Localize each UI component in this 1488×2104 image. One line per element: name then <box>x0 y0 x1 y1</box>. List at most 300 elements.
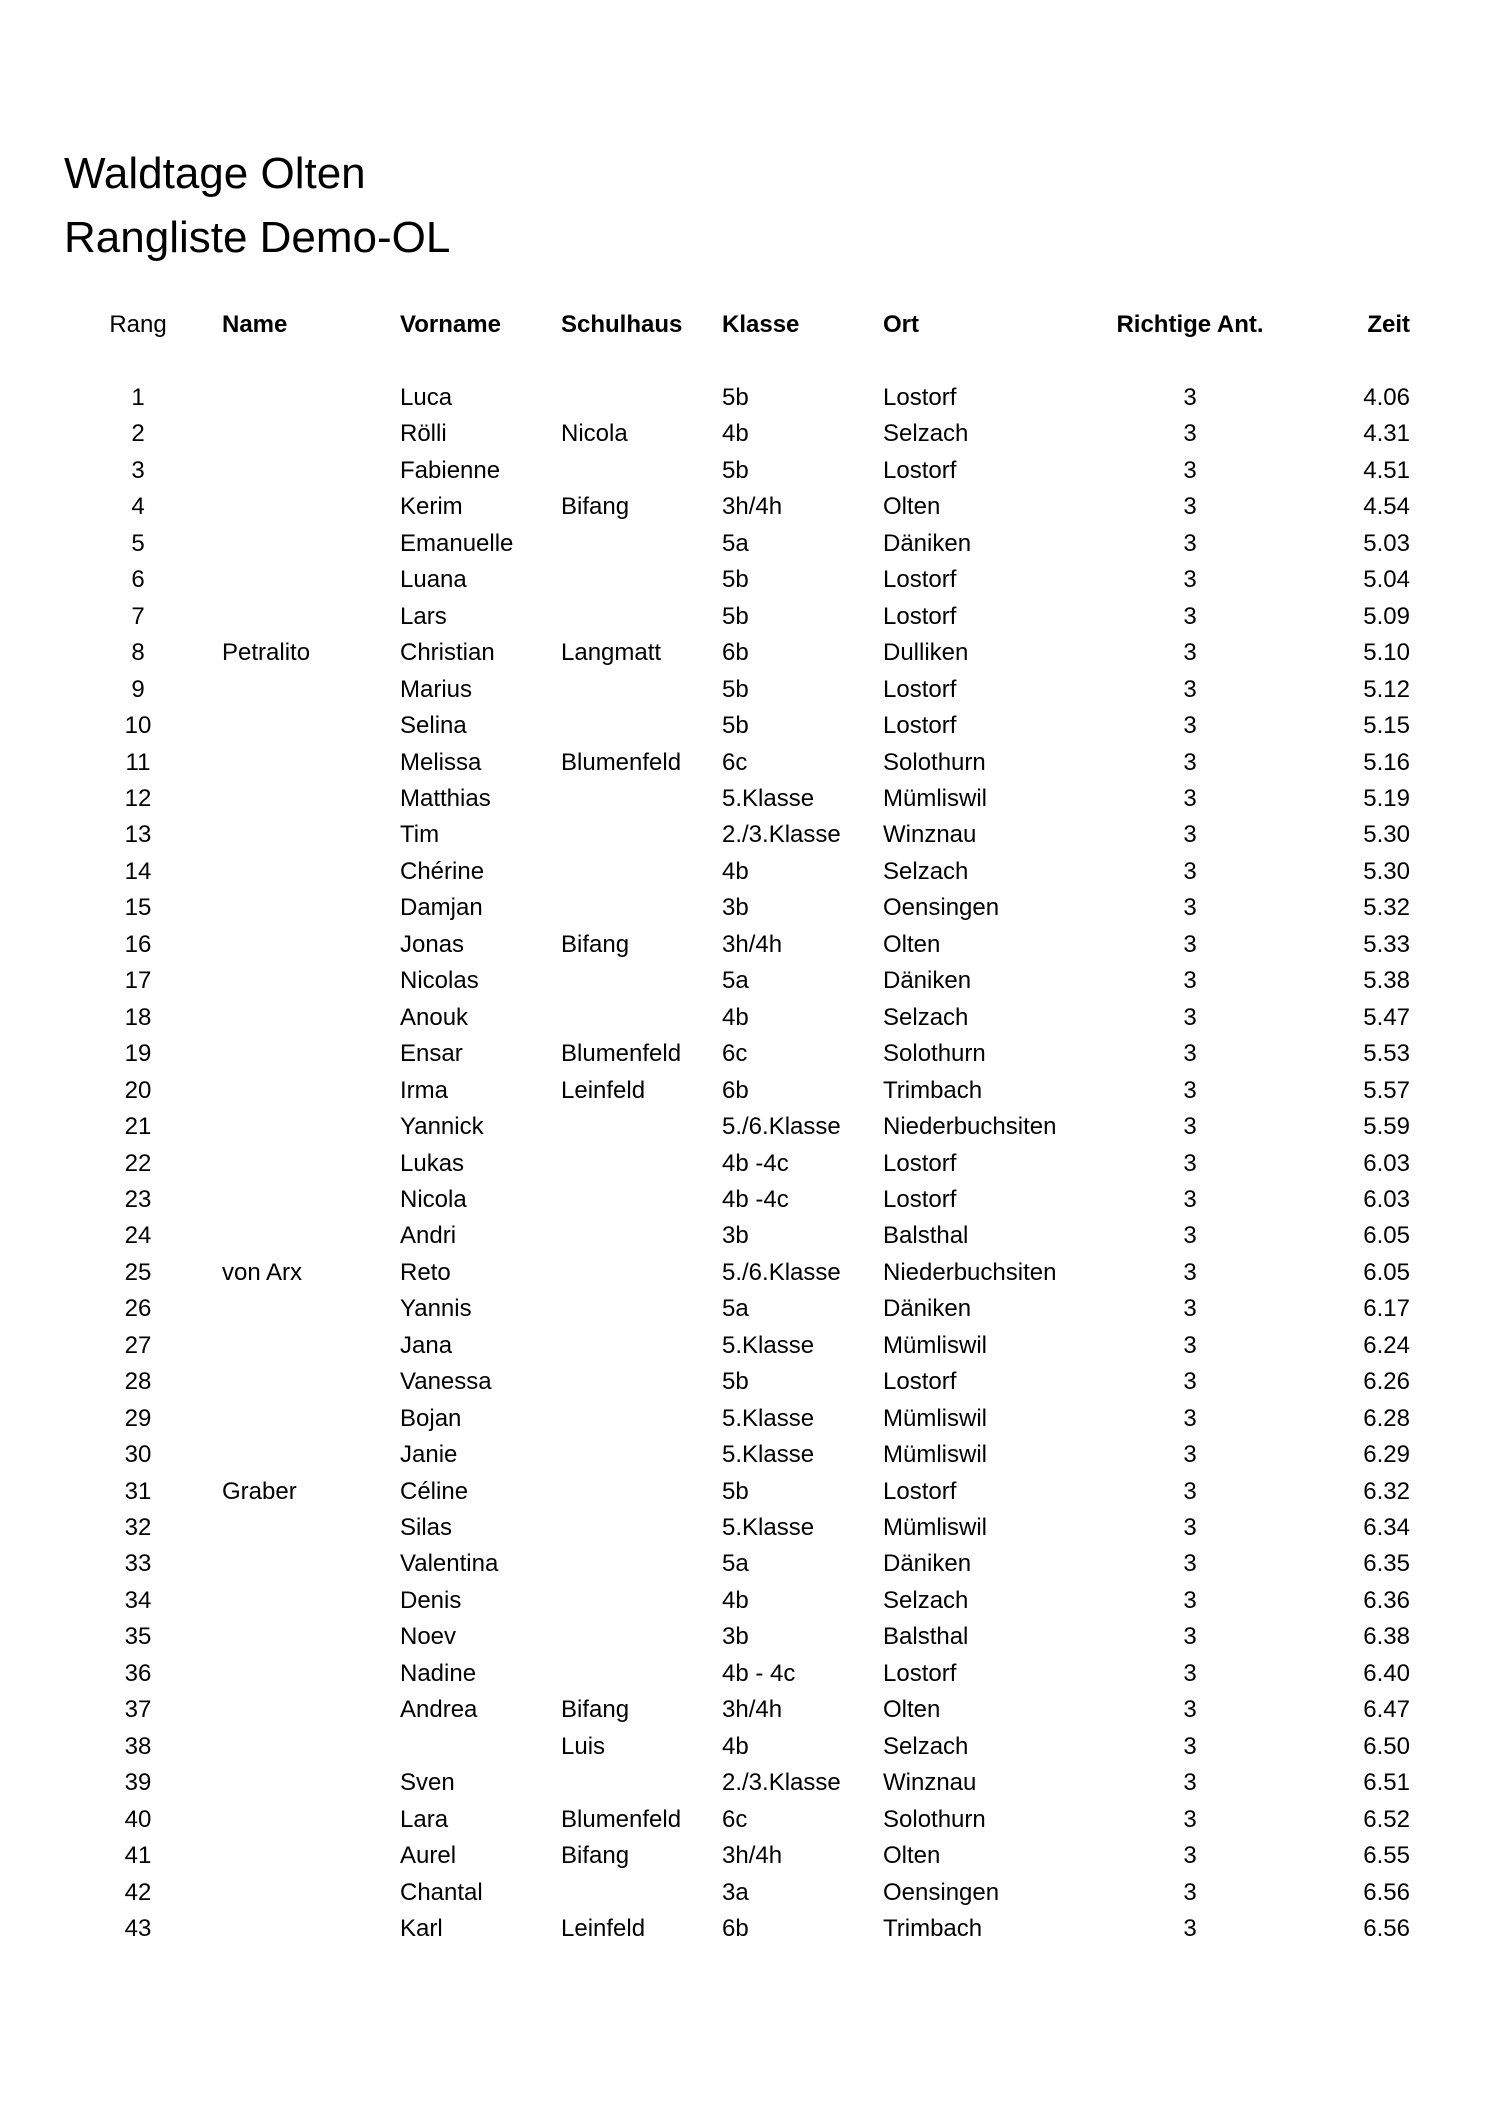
cell-zeit: 4.54 <box>1363 493 1410 521</box>
cell-ort: Selzach <box>883 1586 969 1614</box>
cell-rang: 25 <box>124 1258 152 1286</box>
cell-rang: 7 <box>131 602 145 630</box>
cell-rang: 4 <box>131 493 145 521</box>
cell-vorname: Andrea <box>400 1696 478 1724</box>
table-row <box>0 927 1488 963</box>
cell-zeit: 5.47 <box>1363 1003 1410 1031</box>
cell-richtige-ant: 3 <box>1183 1769 1197 1797</box>
cell-ort: Lostorf <box>883 675 957 703</box>
cell-klasse: 5a <box>722 1550 749 1578</box>
cell-klasse: 5a <box>722 967 749 995</box>
cell-vorname: Selina <box>400 712 467 739</box>
cell-richtige-ant: 3 <box>1183 639 1197 667</box>
cell-rang: 11 <box>125 748 151 776</box>
cell-vorname: Jana <box>400 1331 453 1359</box>
cell-ort: Mümliswil <box>883 1404 987 1432</box>
cell-richtige-ant: 3 <box>1183 785 1197 812</box>
cell-zeit: 5.04 <box>1363 566 1410 594</box>
cell-klasse: 5a <box>722 1295 749 1323</box>
cell-vorname: Nadine <box>400 1659 477 1687</box>
cell-zeit: 5.38 <box>1363 967 1410 995</box>
cell-ort: Lostorf <box>883 566 957 594</box>
cell-richtige-ant: 3 <box>1183 1222 1197 1250</box>
cell-richtige-ant: 3 <box>1183 1696 1197 1724</box>
cell-zeit: 5.30 <box>1363 857 1410 885</box>
cell-rang: 9 <box>131 675 145 703</box>
cell-vorname: Rölli <box>400 420 447 448</box>
table-row <box>0 1364 1488 1400</box>
table-row <box>0 1583 1488 1619</box>
cell-ort: Winznau <box>883 1769 977 1797</box>
cell-rang: 15 <box>124 894 152 922</box>
cell-ort: Lostorf <box>883 1368 957 1396</box>
cell-richtige-ant: 3 <box>1183 529 1197 557</box>
cell-ort: Däniken <box>883 1295 972 1323</box>
cell-vorname: Bojan <box>400 1404 462 1432</box>
cell-zeit: 6.50 <box>1363 1732 1410 1760</box>
cell-ort: Däniken <box>883 1550 972 1578</box>
cell-ort: Mümliswil <box>883 785 987 812</box>
table-row <box>0 781 1488 817</box>
cell-rang: 17 <box>124 967 152 995</box>
cell-ort: Lostorf <box>883 1185 957 1213</box>
cell-vorname: Ensar <box>400 1040 463 1068</box>
cell-vorname: Chantal <box>400 1878 483 1906</box>
cell-ort: Däniken <box>883 967 972 995</box>
cell-richtige-ant: 3 <box>1183 566 1197 594</box>
cell-schulhaus: Leinfeld <box>561 1914 646 1942</box>
header-klasse: Klasse <box>722 311 800 338</box>
cell-klasse: 5.Klasse <box>722 1404 815 1432</box>
cell-vorname: Silas <box>400 1514 453 1541</box>
cell-vorname: Lars <box>400 602 447 630</box>
cell-klasse: 6c <box>722 1805 748 1833</box>
table-row <box>0 745 1488 781</box>
cell-klasse: 6b <box>722 1914 749 1942</box>
cell-ort: Lostorf <box>883 1659 957 1687</box>
table-row <box>0 1109 1488 1145</box>
cell-ort: Winznau <box>883 821 977 849</box>
cell-zeit: 5.33 <box>1363 930 1410 958</box>
cell-rang: 2 <box>131 420 145 448</box>
cell-rang: 29 <box>124 1404 152 1432</box>
cell-rang: 26 <box>124 1295 152 1323</box>
cell-richtige-ant: 3 <box>1183 1331 1197 1359</box>
cell-schulhaus: Luis <box>561 1732 606 1760</box>
cell-zeit: 6.29 <box>1363 1441 1410 1469</box>
cell-zeit: 5.59 <box>1363 1113 1410 1140</box>
cell-ort: Olten <box>883 930 941 958</box>
cell-vorname: Damjan <box>400 894 483 922</box>
cell-richtige-ant: 3 <box>1183 1368 1197 1396</box>
cell-klasse: 4b -4c <box>722 1185 789 1213</box>
cell-rang: 23 <box>124 1185 152 1213</box>
cell-zeit: 5.53 <box>1363 1040 1410 1068</box>
cell-richtige-ant: 3 <box>1183 1113 1197 1140</box>
cell-vorname: Marius <box>400 675 473 703</box>
cell-zeit: 5.16 <box>1363 748 1410 776</box>
table-row <box>0 453 1488 489</box>
cell-klasse: 3b <box>722 1222 749 1250</box>
cell-rang: 8 <box>131 639 145 667</box>
table-header <box>0 307 1488 343</box>
table-row <box>0 599 1488 635</box>
cell-klasse: 4b <box>722 1732 749 1760</box>
cell-richtige-ant: 3 <box>1183 1878 1197 1906</box>
table-row <box>0 526 1488 562</box>
cell-rang: 10 <box>124 712 152 739</box>
cell-klasse: 5b <box>722 1368 749 1396</box>
table-row <box>0 708 1488 744</box>
cell-ort: Mümliswil <box>883 1441 987 1469</box>
cell-richtige-ant: 3 <box>1183 1842 1197 1869</box>
cell-ort: Lostorf <box>883 712 957 739</box>
cell-klasse: 4b -4c <box>722 1149 789 1177</box>
cell-vorname: Nicola <box>400 1185 467 1213</box>
cell-ort: Olten <box>883 1842 941 1869</box>
cell-ort: Lostorf <box>883 384 957 411</box>
cell-zeit: 6.05 <box>1363 1258 1410 1286</box>
cell-schulhaus: Bifang <box>561 493 630 521</box>
table-row <box>0 1437 1488 1473</box>
cell-klasse: 3h/4h <box>722 493 783 521</box>
cell-ort: Trimbach <box>883 1076 983 1104</box>
cell-ort: Selzach <box>883 857 969 885</box>
cell-vorname: Reto <box>400 1258 451 1286</box>
cell-richtige-ant: 3 <box>1183 712 1197 739</box>
cell-zeit: 5.32 <box>1363 894 1410 922</box>
cell-zeit: 6.05 <box>1363 1222 1410 1250</box>
cell-zeit: 5.19 <box>1363 785 1410 812</box>
cell-zeit: 5.15 <box>1363 712 1410 739</box>
cell-klasse: 5./6.Klasse <box>722 1113 841 1140</box>
cell-richtige-ant: 3 <box>1183 420 1197 448</box>
cell-vorname: Jonas <box>400 930 465 958</box>
cell-ort: Trimbach <box>883 1914 983 1942</box>
cell-name: Petralito <box>222 639 311 667</box>
cell-schulhaus: Bifang <box>561 1842 630 1869</box>
cell-rang: 28 <box>124 1368 152 1396</box>
header-rang: Rang <box>109 311 167 338</box>
header-zeit: Zeit <box>1367 311 1410 338</box>
cell-ort: Balsthal <box>883 1222 969 1250</box>
cell-klasse: 5b <box>722 712 749 739</box>
cell-richtige-ant: 3 <box>1183 1040 1197 1068</box>
table-row <box>0 1729 1488 1765</box>
cell-zeit: 6.56 <box>1363 1914 1410 1942</box>
cell-richtige-ant: 3 <box>1183 1441 1197 1469</box>
cell-klasse: 5b <box>722 384 749 411</box>
cell-rang: 43 <box>124 1914 152 1942</box>
cell-klasse: 6b <box>722 639 749 667</box>
table-row <box>0 963 1488 999</box>
cell-zeit: 6.55 <box>1363 1842 1410 1869</box>
table-row <box>0 1000 1488 1036</box>
cell-rang: 12 <box>124 785 152 812</box>
cell-vorname: Matthias <box>400 785 491 812</box>
cell-zeit: 6.56 <box>1363 1878 1410 1906</box>
cell-ort: Däniken <box>883 529 972 557</box>
cell-name: von Arx <box>222 1258 303 1286</box>
cell-zeit: 6.40 <box>1363 1659 1410 1687</box>
cell-richtige-ant: 3 <box>1183 1149 1197 1177</box>
cell-richtige-ant: 3 <box>1183 1659 1197 1687</box>
table-row <box>0 1474 1488 1510</box>
cell-rang: 42 <box>124 1878 152 1906</box>
cell-ort: Oensingen <box>883 894 1000 922</box>
cell-rang: 38 <box>124 1732 152 1760</box>
cell-vorname: Céline <box>400 1477 469 1505</box>
cell-vorname: Kerim <box>400 493 463 521</box>
cell-rang: 21 <box>124 1113 152 1140</box>
cell-vorname: Luana <box>400 566 467 594</box>
cell-richtige-ant: 3 <box>1183 1404 1197 1432</box>
cell-zeit: 6.51 <box>1363 1769 1410 1797</box>
cell-rang: 16 <box>124 930 152 958</box>
table-row <box>0 1401 1488 1437</box>
cell-klasse: 5b <box>722 1477 749 1505</box>
cell-richtige-ant: 3 <box>1183 493 1197 521</box>
cell-zeit: 4.51 <box>1363 456 1410 484</box>
cell-klasse: 5.Klasse <box>722 785 815 812</box>
cell-richtige-ant: 3 <box>1183 1586 1197 1614</box>
header-schulhaus: Schulhaus <box>561 311 683 338</box>
cell-zeit: 6.26 <box>1363 1368 1410 1396</box>
cell-vorname: Yannis <box>400 1295 472 1323</box>
cell-vorname: Irma <box>400 1076 448 1104</box>
cell-rang: 20 <box>124 1076 152 1104</box>
table-row <box>0 672 1488 708</box>
cell-richtige-ant: 3 <box>1183 1477 1197 1505</box>
cell-rang: 14 <box>124 857 152 885</box>
cell-richtige-ant: 3 <box>1183 1914 1197 1942</box>
cell-rang: 34 <box>124 1586 152 1614</box>
table-row <box>0 1838 1488 1874</box>
cell-ort: Selzach <box>883 1003 969 1031</box>
table-row <box>0 489 1488 525</box>
cell-vorname: Emanuelle <box>400 529 514 557</box>
cell-vorname: Vanessa <box>400 1368 492 1396</box>
cell-vorname: Chérine <box>400 857 485 885</box>
cell-rang: 41 <box>124 1842 152 1869</box>
table-row <box>0 1291 1488 1327</box>
cell-schulhaus: Nicola <box>561 420 628 448</box>
cell-klasse: 3h/4h <box>722 930 783 958</box>
table-row <box>0 1875 1488 1911</box>
cell-vorname: Yannick <box>400 1113 484 1140</box>
cell-klasse: 5./6.Klasse <box>722 1258 841 1286</box>
cell-ort: Lostorf <box>883 1149 957 1177</box>
cell-schulhaus: Blumenfeld <box>561 748 682 776</box>
cell-klasse: 6c <box>722 748 748 776</box>
table-row <box>0 1619 1488 1655</box>
cell-richtige-ant: 3 <box>1183 1295 1197 1323</box>
table-row <box>0 1546 1488 1582</box>
cell-schulhaus: Bifang <box>561 930 630 958</box>
cell-klasse: 3a <box>722 1878 749 1906</box>
cell-klasse: 3b <box>722 894 749 922</box>
cell-vorname: Lara <box>400 1805 449 1833</box>
cell-klasse: 4b <box>722 857 749 885</box>
cell-vorname: Denis <box>400 1586 462 1614</box>
cell-richtige-ant: 3 <box>1183 967 1197 995</box>
cell-richtige-ant: 3 <box>1183 1550 1197 1578</box>
cell-richtige-ant: 3 <box>1183 456 1197 484</box>
cell-klasse: 2./3.Klasse <box>722 821 841 849</box>
table-row <box>0 1255 1488 1291</box>
table-row <box>0 890 1488 926</box>
cell-zeit: 6.35 <box>1363 1550 1410 1578</box>
table-row <box>0 1328 1488 1364</box>
cell-rang: 5 <box>131 529 145 557</box>
cell-ort: Dulliken <box>883 639 969 667</box>
table-row <box>0 1146 1488 1182</box>
cell-rang: 6 <box>131 566 145 594</box>
cell-klasse: 5b <box>722 566 749 594</box>
cell-ort: Balsthal <box>883 1623 969 1651</box>
cell-ort: Lostorf <box>883 1477 957 1505</box>
table-row <box>0 1182 1488 1218</box>
cell-klasse: 2./3.Klasse <box>722 1769 841 1797</box>
cell-klasse: 6c <box>722 1040 748 1068</box>
cell-ort: Solothurn <box>883 748 986 776</box>
table-row <box>0 1692 1488 1728</box>
cell-ort: Oensingen <box>883 1878 1000 1906</box>
cell-rang: 19 <box>124 1040 152 1068</box>
cell-klasse: 5.Klasse <box>722 1514 815 1541</box>
cell-vorname: Tim <box>400 821 440 849</box>
cell-klasse: 4b <box>722 420 749 448</box>
cell-vorname: Nicolas <box>400 967 479 995</box>
cell-richtige-ant: 3 <box>1183 384 1197 411</box>
cell-zeit: 6.03 <box>1363 1149 1410 1177</box>
cell-vorname: Fabienne <box>400 456 501 484</box>
cell-richtige-ant: 3 <box>1183 821 1197 849</box>
table-row <box>0 854 1488 890</box>
table-row <box>0 1911 1488 1947</box>
cell-zeit: 6.32 <box>1363 1477 1410 1505</box>
cell-zeit: 6.47 <box>1363 1696 1410 1724</box>
cell-zeit: 4.06 <box>1363 384 1410 411</box>
cell-ort: Olten <box>883 493 941 521</box>
cell-ort: Solothurn <box>883 1805 986 1833</box>
cell-zeit: 6.17 <box>1363 1295 1410 1323</box>
cell-zeit: 6.24 <box>1363 1331 1410 1359</box>
cell-richtige-ant: 3 <box>1183 675 1197 703</box>
table-row <box>0 1656 1488 1692</box>
cell-ort: Niederbuchsiten <box>883 1258 1057 1286</box>
table-row <box>0 817 1488 853</box>
cell-zeit: 5.10 <box>1363 639 1410 667</box>
header-ort: Ort <box>883 311 919 338</box>
cell-ort: Niederbuchsiten <box>883 1113 1057 1140</box>
cell-klasse: 5b <box>722 675 749 703</box>
cell-zeit: 5.03 <box>1363 529 1410 557</box>
cell-richtige-ant: 3 <box>1183 1623 1197 1651</box>
cell-richtige-ant: 3 <box>1183 1732 1197 1760</box>
cell-klasse: 5.Klasse <box>722 1331 815 1359</box>
table-row <box>0 1218 1488 1254</box>
cell-rang: 30 <box>124 1441 152 1469</box>
cell-klasse: 5b <box>722 602 749 630</box>
cell-vorname: Christian <box>400 639 495 667</box>
cell-rang: 40 <box>124 1805 152 1833</box>
cell-rang: 1 <box>131 384 145 411</box>
cell-ort: Mümliswil <box>883 1331 987 1359</box>
cell-zeit: 5.09 <box>1363 602 1410 630</box>
cell-vorname: Valentina <box>400 1550 499 1578</box>
cell-rang: 36 <box>124 1659 152 1687</box>
header-name: Name <box>222 311 288 338</box>
cell-schulhaus: Blumenfeld <box>561 1040 682 1068</box>
cell-zeit: 5.57 <box>1363 1076 1410 1104</box>
cell-rang: 18 <box>124 1003 152 1031</box>
cell-richtige-ant: 3 <box>1183 748 1197 776</box>
cell-rang: 33 <box>124 1550 152 1578</box>
cell-rang: 39 <box>124 1769 152 1797</box>
cell-klasse: 4b <box>722 1586 749 1614</box>
cell-rang: 3 <box>131 456 145 484</box>
cell-vorname: Janie <box>400 1441 458 1469</box>
cell-rang: 32 <box>124 1514 152 1541</box>
header-vorname: Vorname <box>400 311 501 338</box>
cell-vorname: Karl <box>400 1914 443 1942</box>
cell-klasse: 5b <box>722 456 749 484</box>
cell-richtige-ant: 3 <box>1183 1185 1197 1213</box>
cell-klasse: 3h/4h <box>722 1696 783 1724</box>
cell-zeit: 4.31 <box>1363 420 1410 448</box>
cell-vorname: Aurel <box>400 1842 457 1869</box>
cell-schulhaus: Leinfeld <box>561 1076 646 1104</box>
cell-rang: 27 <box>124 1331 152 1359</box>
table-row <box>0 1073 1488 1109</box>
cell-klasse: 4b - 4c <box>722 1659 796 1687</box>
table-row <box>0 1802 1488 1838</box>
cell-klasse: 6b <box>722 1076 749 1104</box>
cell-richtige-ant: 3 <box>1183 1514 1197 1541</box>
cell-klasse: 5.Klasse <box>722 1441 815 1469</box>
cell-rang: 13 <box>124 821 152 849</box>
cell-rang: 22 <box>124 1149 152 1177</box>
cell-zeit: 6.52 <box>1363 1805 1410 1833</box>
table-row <box>0 1765 1488 1801</box>
cell-ort: Solothurn <box>883 1040 986 1068</box>
cell-vorname: Sven <box>400 1769 455 1797</box>
table-row <box>0 562 1488 598</box>
cell-ort: Selzach <box>883 420 969 448</box>
cell-rang: 31 <box>124 1477 152 1505</box>
cell-schulhaus: Langmatt <box>561 639 662 667</box>
cell-vorname: Anouk <box>400 1003 469 1031</box>
table-row <box>0 380 1488 416</box>
cell-richtige-ant: 3 <box>1183 1805 1197 1833</box>
cell-ort: Selzach <box>883 1732 969 1760</box>
cell-richtige-ant: 3 <box>1183 857 1197 885</box>
table-row <box>0 1036 1488 1072</box>
cell-zeit: 6.03 <box>1363 1185 1410 1213</box>
cell-richtige-ant: 3 <box>1183 1076 1197 1104</box>
cell-vorname: Melissa <box>400 748 482 776</box>
cell-schulhaus: Blumenfeld <box>561 1805 682 1833</box>
cell-ort: Mümliswil <box>883 1514 987 1541</box>
cell-zeit: 5.12 <box>1363 675 1410 703</box>
cell-ort: Lostorf <box>883 456 957 484</box>
cell-vorname: Andri <box>400 1222 457 1250</box>
cell-name: Graber <box>222 1477 297 1505</box>
cell-ort: Lostorf <box>883 602 957 630</box>
cell-richtige-ant: 3 <box>1183 602 1197 630</box>
cell-klasse: 4b <box>722 1003 749 1031</box>
